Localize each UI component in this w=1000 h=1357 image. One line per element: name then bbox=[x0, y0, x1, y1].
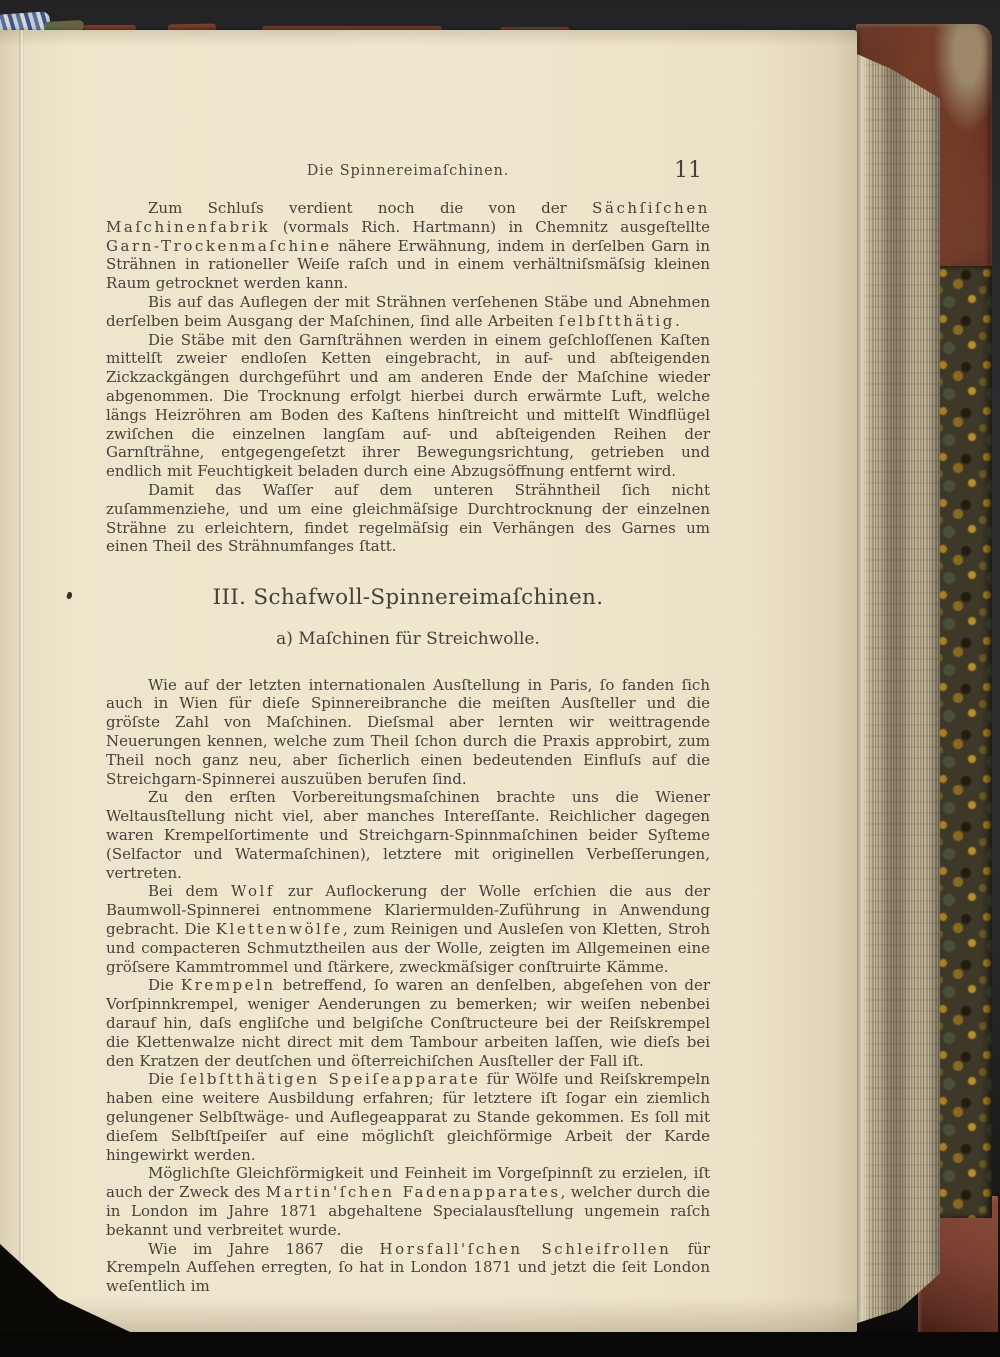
page-header bbox=[106, 158, 710, 189]
text-run: , zum Reinigen und Ausleſen von Kletten, Stroh und compacteren Schmutztheilen aus der Wolle, zeigten im Allgemeinen eine gröſsere Kammtrommel und ſtärkere, zweckmäſsiger conſtruirte Kämme. bbox=[106, 920, 711, 976]
text-run: Zu den erſten Vorbereitungsmaſchinen brachte uns die Wiener Weltausſtellung nicht viel, aber manches Intereſſante. Reichlicher dagegen waren Krempelſortimente und Streichgarn-Spinnmaſchinen beider Syſteme (Selfactor und Watermaſchinen), letztere mit originellen Verbeſſerungen, vertreten. bbox=[106, 788, 710, 882]
text-run: Die bbox=[148, 976, 181, 995]
running-title: Die Spinnereimaſchinen. bbox=[306, 163, 510, 179]
text-run: , welcher durch die in London im Jahre 1871 abgehaltene Specialausſtellung ungemein raſch bekannt und verbreitet wurde. bbox=[106, 1183, 710, 1239]
section-heading: III. Schafwoll-Spinnereimaſchinen. bbox=[212, 585, 604, 611]
paragraph bbox=[106, 976, 710, 1070]
emphasized-spaced-text: ſelbſtthätig bbox=[558, 311, 675, 330]
page-stack-fore-edge bbox=[856, 42, 940, 1330]
text-run: Wie auf der letzten internationalen Ausſtellung in Paris, ſo fanden ſich auch in Wien für dieſe Spinnereibranche die meiſten Ausſteller und die gröſste Zahl von Maſchinen. Dieſsmal aber lernten wir weittragende Neuerungen kennen, welche zum Theil ſchon durch die Praxis approbirt, zum Theil noch ganz neu, aber ſicherlich einen bedeutenden Einfluſs auf die Streichgarn-Spinnerei auszuüben berufen ſind. bbox=[106, 675, 710, 788]
text-run: Zum Schluſs verdient noch die von der bbox=[148, 199, 593, 217]
text-run: nähere Erwähnung, indem in derſelben Garn in Strähnen in rationeller Weiſe raſch und in einem verhältniſsmäſsig kleinen Raum getrocknet werden kann. bbox=[106, 236, 710, 293]
book-page bbox=[0, 30, 857, 1332]
emphasized-spaced-text: Sächſiſchen Maſchinenfabrik bbox=[106, 199, 710, 236]
text-block bbox=[106, 158, 711, 1296]
ink-speck bbox=[66, 591, 73, 599]
text-run: Wie im Jahre 1867 die bbox=[148, 1239, 380, 1258]
text-run: zur Auflockerung der Wolle erſchien die aus der Baumwoll-Spinnerei entnommene Klariermulden-Zuführung in Anwendung gebracht. Die bbox=[106, 882, 710, 939]
emphasized-spaced-text: ſelbſtthätigen Speiſeapparate bbox=[180, 1070, 481, 1089]
text-run: Möglichſte Gleichförmigkeit und Feinheit im Vorgeſpinnſt zu erzielen, iſt auch der Zweck des bbox=[106, 1164, 710, 1202]
text-run: Bei dem bbox=[148, 882, 232, 901]
emphasized-spaced-text: Wolf bbox=[231, 882, 276, 901]
page-number: 11 bbox=[674, 158, 702, 183]
emphasized-spaced-text: Garn-Trockenmaſchine bbox=[106, 236, 332, 255]
text-run: Die bbox=[148, 1070, 180, 1089]
gutter-fold bbox=[19, 30, 24, 1332]
text-run: für Wölfe und Reiſskrempeln haben eine weitere Ausbildung erfahren; für letztere iſt ſogar ein ziemlich gelungener Selbſtwäge- und Auflegeapparat zu Stande gekommen. Es ſoll mit dieſem Selbſtſpeiſer auf eine möglichſt gleichförmige Arbeit der Karde hingewirkt werden. bbox=[106, 1070, 710, 1164]
text-run: betreffend, ſo waren an denſelben, abgeſehen von der Vorſpinnkrempel, weniger Aenderungen zu bemerken; wir weiſen nebenbei darauf hin, daſs engliſche und belgiſche Conſtructeure bei der Reiſskrempel die Klettenwalze nicht direct mit dem Tambour arbeiten laſſen, wie dieſs bei den Kratzen der deutſchen und öſterreichiſchen Ausſteller der Fall iſt. bbox=[106, 976, 710, 1070]
text-run: Damit das Waſſer auf dem unteren Strähntheil ſich nicht zuſammenziehe, und um eine gleichmäſsige Durchtrocknung der einzelnen Strähne zu erleichtern, findet regelmäſsig ein Verhängen des Garnes um einen Theil des Strähnumfanges ſtatt. bbox=[106, 480, 710, 556]
emphasized-spaced-text: Klettenwölfe bbox=[215, 920, 343, 939]
paragraph bbox=[106, 1070, 710, 1164]
paragraph bbox=[106, 293, 710, 331]
paragraph bbox=[106, 676, 710, 789]
paragraph bbox=[106, 481, 710, 556]
emphasized-spaced-text: Martin'ſchen Fadenapparates bbox=[265, 1183, 561, 1202]
text-run: . bbox=[674, 311, 680, 330]
paragraph bbox=[106, 1240, 710, 1296]
paragraph bbox=[106, 199, 710, 293]
text-run: Bis auf das Auflegen der mit Strähnen verſehenen Stäbe und Abnehmen derſelben beim Ausgang der Maſchinen, ſind alle Arbeiten bbox=[106, 292, 710, 330]
text-run: (vormals Rich. Hartmann) in Chemnitz ausgeſtellte bbox=[270, 217, 710, 236]
bottom-black-band bbox=[0, 1332, 1000, 1357]
paragraph bbox=[106, 1164, 710, 1239]
page-content bbox=[106, 199, 710, 1296]
paragraph bbox=[106, 331, 710, 481]
text-run: für Krempeln Aufſehen erregten, ſo hat in London 1871 und jetzt die ſeit London weſentlich im bbox=[106, 1239, 710, 1296]
paragraph bbox=[106, 788, 710, 882]
emphasized-spaced-text: Krempeln bbox=[180, 976, 276, 995]
emphasized-spaced-text: Horsfall'ſchen Schleifrollen bbox=[379, 1239, 672, 1258]
text-run: Die Stäbe mit den Garnſträhnen werden in einem geſchloſſenen Kaſten mittelſt zweier endloſen Ketten eingebracht, in auf- und abſteigenden Zickzackgängen durchgeführt und am anderen Ende der Maſchine wieder abgenommen. Die Trocknung erfolgt hierbei durch erwärmte Luft, welche längs Heizröhren am Boden des Kaſtens hinſtreicht und mittelſt Windflügel zwiſchen die einzelnen langſam auf- und abſteigenden Reihen der Garnſträhne, entgegengeſetzt ihrer Bewegungsrichtung, getrieben und endlich mit Feuchtigkeit beladen durch eine Abzugsöffnung entfernt wird. bbox=[106, 330, 710, 481]
subsection-heading: a) Maſchinen für Streichwolle. bbox=[276, 628, 540, 649]
paragraph bbox=[106, 882, 710, 976]
cover-marbled-paper bbox=[934, 266, 992, 1218]
